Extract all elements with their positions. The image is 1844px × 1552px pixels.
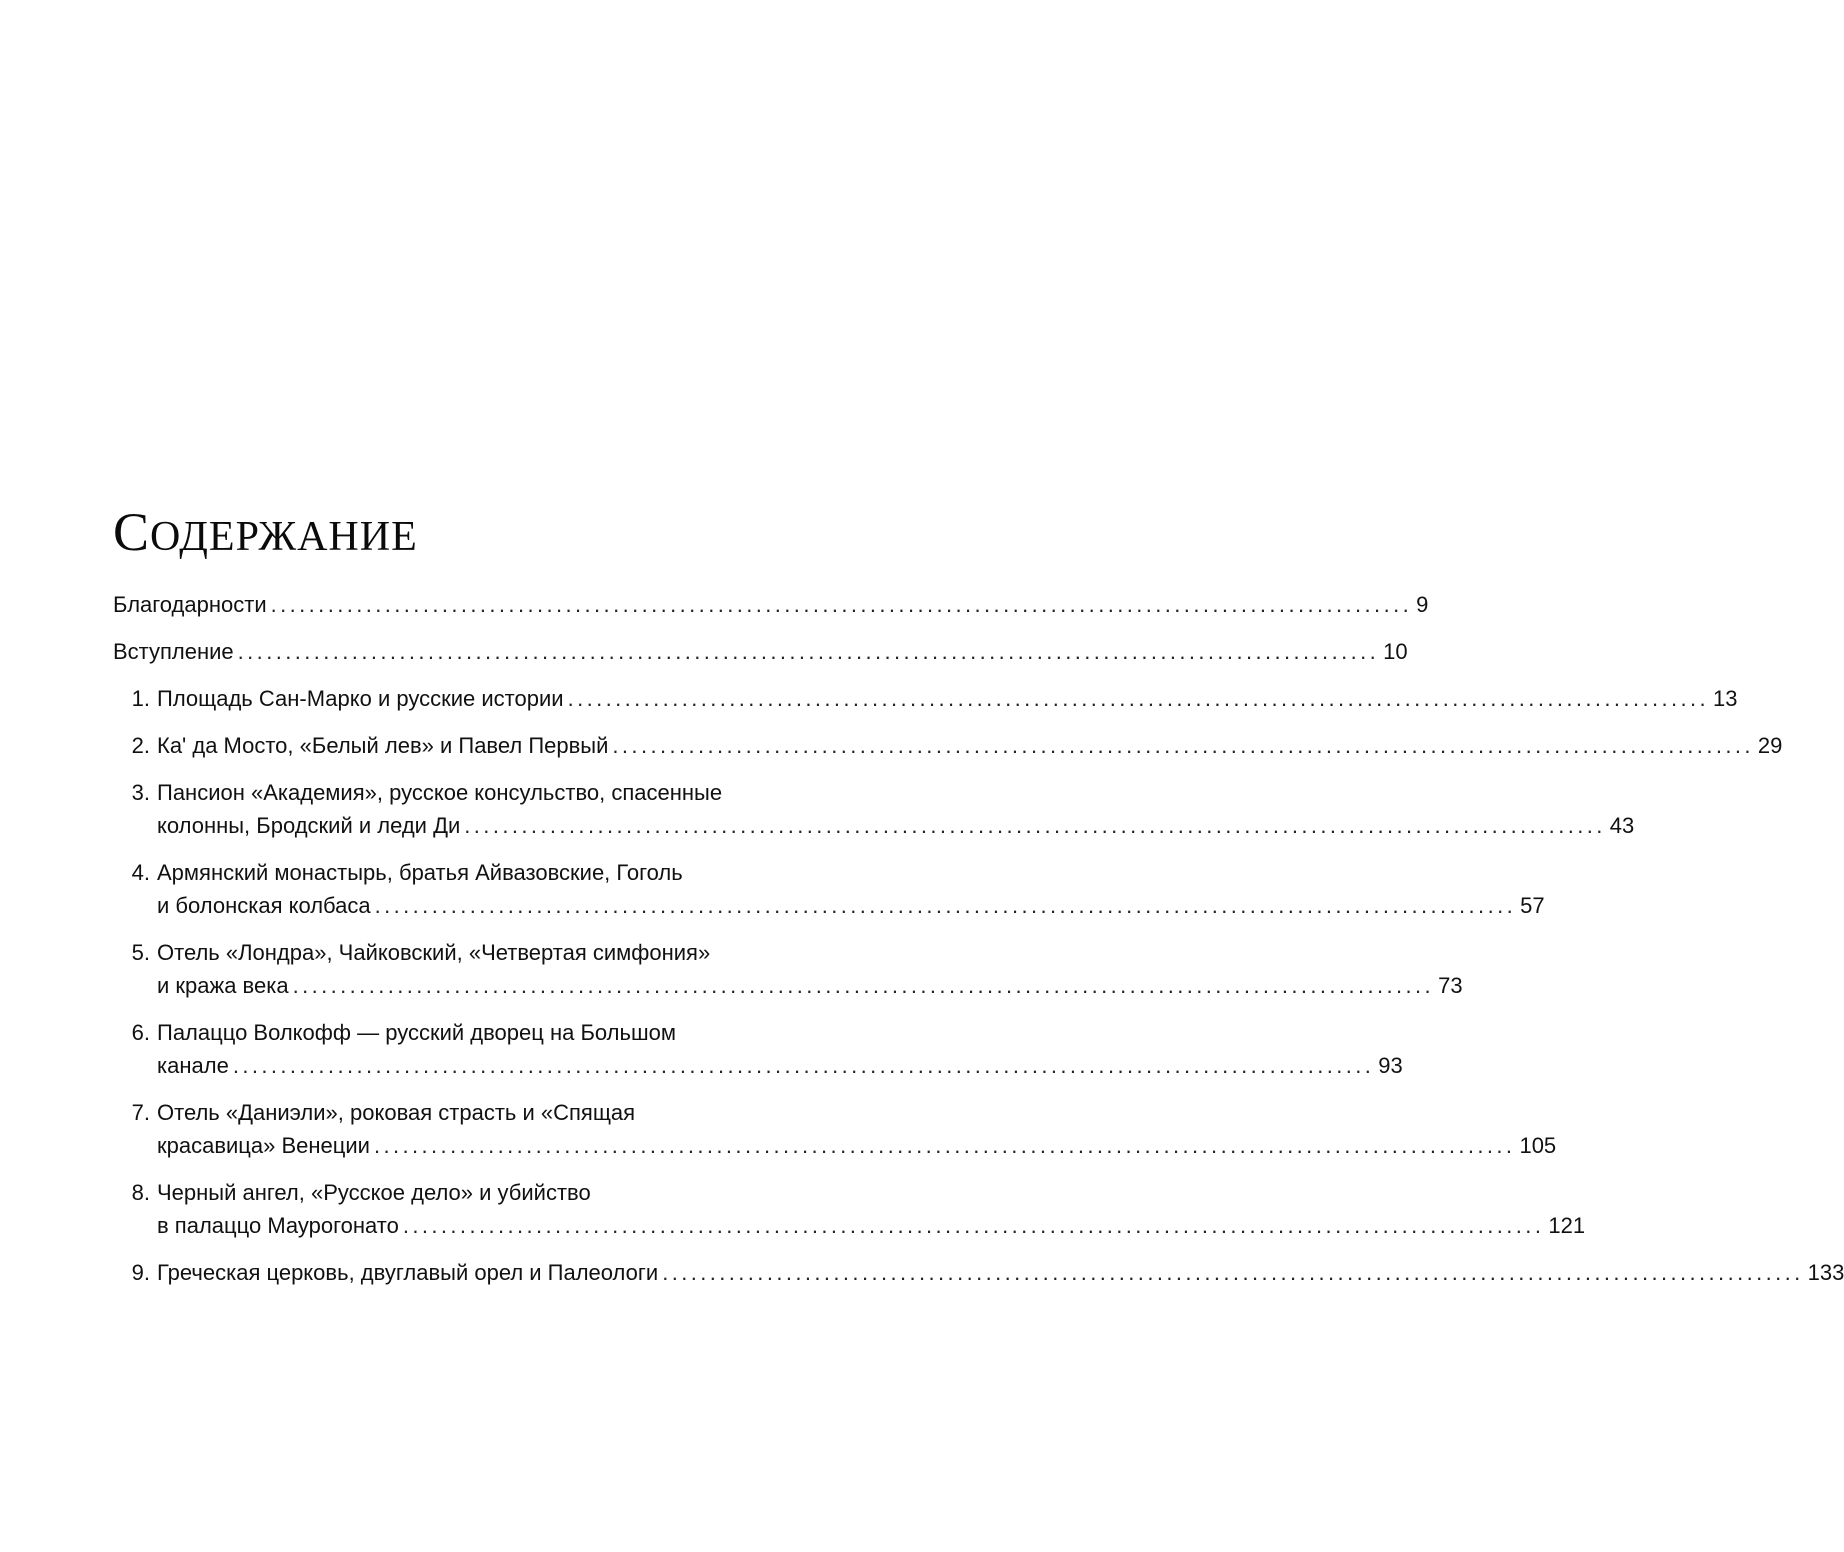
toc-entry-body (157, 936, 1463, 1002)
dot-leader: ........................................................................................................................ (402, 1213, 1545, 1238)
toc-entry[interactable] (113, 1016, 1403, 1082)
dot-leader: ........................................................................................................................ (567, 686, 1710, 711)
title-first-letter: С (113, 502, 151, 562)
toc-entry-line (157, 729, 1783, 762)
toc-entry-line (157, 1129, 1557, 1162)
toc-page (113, 0, 1844, 1552)
toc-entry-number: 6. (131, 1020, 150, 1045)
dot-leader: ........................................................................................................................ (464, 813, 1606, 838)
toc-entry-page: 121 (1548, 1213, 1586, 1238)
toc-entry[interactable] (113, 1256, 1844, 1289)
toc-entry[interactable] (113, 729, 1783, 762)
toc-entry-line (157, 1256, 1844, 1289)
toc-entry-line (157, 1049, 1403, 1082)
toc-entry-title-continued: и кража века (157, 973, 289, 998)
dot-leader: ........................................................................................................................ (374, 893, 1517, 918)
toc-entry-page: 57 (1520, 893, 1545, 918)
toc-entry-page: 73 (1438, 973, 1463, 998)
toc-entry[interactable] (113, 635, 1408, 668)
toc-entry-title: Площадь Сан-Марко и русские истории (157, 686, 564, 711)
toc-entry-line-first (157, 1016, 822, 1049)
toc-entry-page: 29 (1757, 733, 1783, 758)
toc-entry-body (157, 1016, 1403, 1082)
toc-entry-page: 105 (1519, 1133, 1557, 1158)
toc-entry-title: Палаццо Волкофф — русский дворец на Большом (157, 1020, 676, 1045)
toc-entry-line-first (157, 1096, 822, 1129)
toc-entry-page: 10 (1383, 639, 1408, 664)
toc-entry-title: Греческая церковь, двуглавый орел и Палеологи (157, 1260, 659, 1285)
toc-entry-body (157, 1256, 1844, 1289)
toc-entry[interactable] (113, 682, 1738, 715)
toc-entry[interactable] (113, 776, 1635, 842)
toc-entry-page: 133 (1807, 1260, 1844, 1285)
toc-entry-title: Черный ангел, «Русское дело» и убийство (157, 1180, 591, 1205)
toc-entry-number: 1. (131, 686, 150, 711)
dot-leader: ........................................................................................................................ (232, 1053, 1375, 1078)
toc-entry-line (157, 889, 1545, 922)
toc-entry[interactable] (113, 936, 1463, 1002)
toc-entry[interactable] (113, 588, 1429, 621)
dot-leader: ........................................................................................................................ (612, 733, 1754, 758)
toc-list (113, 588, 1844, 1303)
toc-entry[interactable] (113, 1096, 1557, 1162)
toc-entry[interactable] (113, 1176, 1586, 1242)
toc-entry-number: 7. (131, 1100, 150, 1125)
toc-entry-title: Пансион «Академия», русское консульство, спасенные (157, 780, 723, 805)
toc-entry-page: 9 (1416, 592, 1429, 617)
toc-entry-page: 13 (1713, 686, 1738, 711)
dot-leader: ........................................................................................................................ (270, 592, 1413, 617)
toc-entry-line-first (157, 936, 822, 969)
toc-entry-line-first (157, 856, 822, 889)
toc-entry-line-first (157, 776, 822, 809)
toc-entry-line (113, 635, 1408, 668)
toc-entry-body (157, 776, 1635, 842)
dot-leader: ........................................................................................................................ (662, 1260, 1804, 1285)
dot-leader: ........................................................................................................................ (237, 639, 1380, 664)
toc-entry-number: 8. (131, 1180, 150, 1205)
toc-entry-line (157, 809, 1635, 842)
dot-leader: ........................................................................................................................ (373, 1133, 1516, 1158)
toc-entry-title: Армянский монастырь, братья Айвазовские, Гоголь (157, 860, 683, 885)
toc-entry-line (157, 969, 1463, 1002)
toc-entry-line (157, 682, 1738, 715)
toc-entry-line (113, 588, 1429, 621)
toc-entry-number: 2. (131, 733, 150, 758)
toc-entry-number: 3. (131, 780, 150, 805)
toc-entry-title-continued: и болонская колбаса (157, 893, 371, 918)
toc-entry-page: 93 (1378, 1053, 1403, 1078)
toc-entry-line (157, 1209, 1586, 1242)
toc-entry-number: 9. (131, 1260, 150, 1285)
toc-entry-line-first (157, 1176, 822, 1209)
toc-entry-body (157, 729, 1783, 762)
toc-entry-title-continued: канале (157, 1053, 229, 1078)
title-rest: ОДЕРЖАНИЕ (150, 514, 418, 560)
toc-entry-body (157, 682, 1738, 715)
toc-entry-title-continued: колонны, Бродский и леди Ди (157, 813, 461, 838)
toc-entry-title-continued: красавица» Венеции (157, 1133, 370, 1158)
toc-entry-title: Ка' да Мосто, «Белый лев» и Павел Первый (157, 733, 609, 758)
page-title (113, 500, 418, 569)
toc-entry-title: Вступление (113, 639, 234, 664)
toc-entry-title: Отель «Лондра», Чайковский, «Четвертая симфония» (157, 940, 711, 965)
toc-entry-body (157, 1096, 1557, 1162)
toc-entry-title: Благодарности (113, 592, 267, 617)
toc-entry-body (157, 856, 1545, 922)
dot-leader: ........................................................................................................................ (292, 973, 1435, 998)
toc-entry[interactable] (113, 856, 1545, 922)
toc-entry-body (113, 635, 1408, 668)
toc-entry-title: Отель «Даниэли», роковая страсть и «Спящая (157, 1100, 636, 1125)
toc-entry-title-continued: в палаццо Маурогонато (157, 1213, 399, 1238)
toc-entry-body (113, 588, 1429, 621)
toc-entry-number: 5. (131, 940, 150, 965)
toc-entry-number: 4. (131, 860, 150, 885)
toc-entry-page: 43 (1609, 813, 1635, 838)
toc-entry-body (157, 1176, 1586, 1242)
